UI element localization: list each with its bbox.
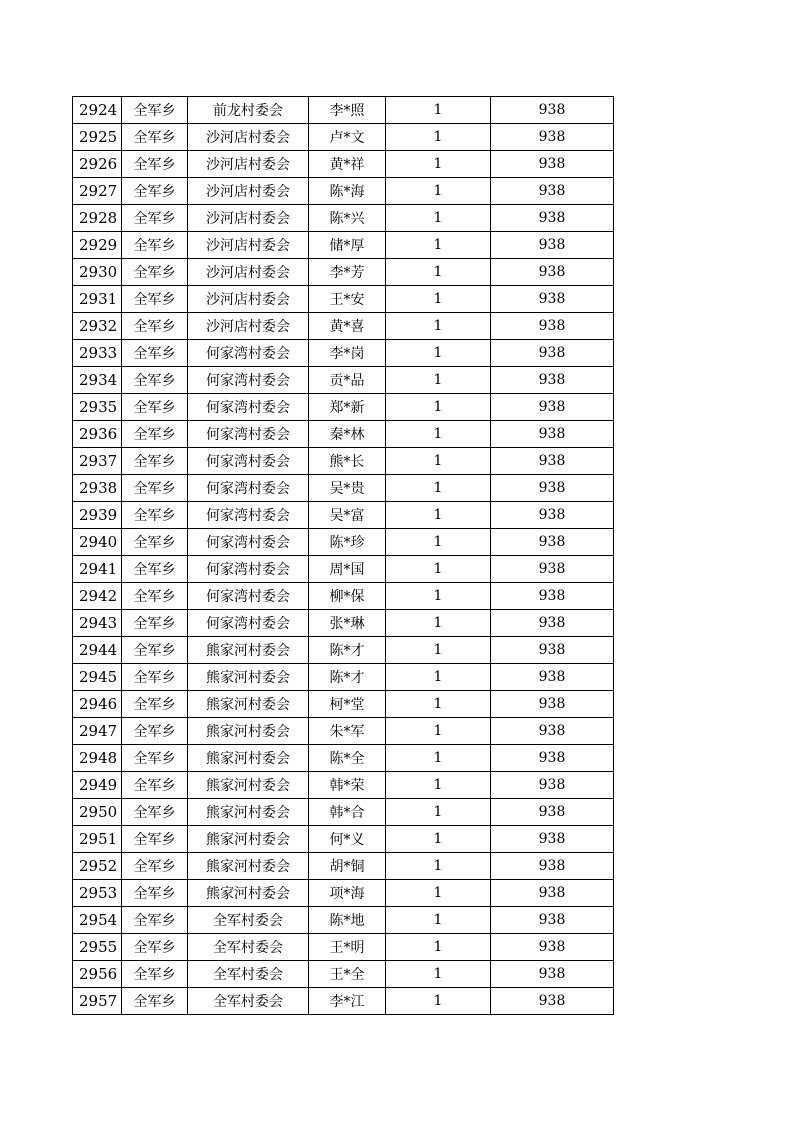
record-number-cell: 2929 [73, 232, 122, 259]
record-number-cell: 2940 [73, 529, 122, 556]
person-name-cell: 吴*富 [309, 502, 386, 529]
village-committee-cell: 熊家河村委会 [188, 826, 309, 853]
amount-cell: 938 [491, 232, 614, 259]
person-name-cell: 陈*全 [309, 745, 386, 772]
person-name-cell: 项*海 [309, 880, 386, 907]
person-name-cell: 朱*军 [309, 718, 386, 745]
amount-cell: 938 [491, 421, 614, 448]
person-name-cell: 黄*祥 [309, 151, 386, 178]
table-row [73, 610, 614, 637]
person-name-cell: 李*江 [309, 988, 386, 1015]
township-cell: 全军乡 [122, 934, 188, 961]
township-cell: 全军乡 [122, 97, 188, 124]
township-cell: 全军乡 [122, 502, 188, 529]
table-row [73, 583, 614, 610]
village-committee-cell: 熊家河村委会 [188, 745, 309, 772]
amount-cell: 938 [491, 502, 614, 529]
count-cell: 1 [386, 124, 491, 151]
township-cell: 全军乡 [122, 880, 188, 907]
person-name-cell: 陈*才 [309, 637, 386, 664]
village-committee-cell: 沙河店村委会 [188, 259, 309, 286]
village-committee-cell: 熊家河村委会 [188, 799, 309, 826]
count-cell: 1 [386, 421, 491, 448]
amount-cell: 938 [491, 826, 614, 853]
table-row [73, 718, 614, 745]
count-cell: 1 [386, 97, 491, 124]
count-cell: 1 [386, 664, 491, 691]
township-cell: 全军乡 [122, 232, 188, 259]
person-name-cell: 王*全 [309, 961, 386, 988]
village-committee-cell: 熊家河村委会 [188, 691, 309, 718]
amount-cell: 938 [491, 907, 614, 934]
table-row [73, 529, 614, 556]
person-name-cell: 郑*新 [309, 394, 386, 421]
person-name-cell: 陈*珍 [309, 529, 386, 556]
count-cell: 1 [386, 205, 491, 232]
table-row [73, 448, 614, 475]
amount-cell: 938 [491, 151, 614, 178]
count-cell: 1 [386, 934, 491, 961]
amount-cell: 938 [491, 178, 614, 205]
amount-cell: 938 [491, 880, 614, 907]
record-number-cell: 2931 [73, 286, 122, 313]
amount-cell: 938 [491, 448, 614, 475]
table-row [73, 988, 614, 1015]
table-row [73, 772, 614, 799]
township-cell: 全军乡 [122, 421, 188, 448]
amount-cell: 938 [491, 340, 614, 367]
township-cell: 全军乡 [122, 529, 188, 556]
count-cell: 1 [386, 529, 491, 556]
table-row [73, 745, 614, 772]
village-committee-cell: 何家湾村委会 [188, 340, 309, 367]
amount-cell: 938 [491, 367, 614, 394]
township-cell: 全军乡 [122, 718, 188, 745]
township-cell: 全军乡 [122, 691, 188, 718]
village-committee-cell: 何家湾村委会 [188, 556, 309, 583]
person-name-cell: 王*明 [309, 934, 386, 961]
count-cell: 1 [386, 448, 491, 475]
village-committee-cell: 沙河店村委会 [188, 286, 309, 313]
village-committee-cell: 全军村委会 [188, 961, 309, 988]
table-row [73, 637, 614, 664]
village-committee-cell: 熊家河村委会 [188, 772, 309, 799]
count-cell: 1 [386, 340, 491, 367]
record-number-cell: 2945 [73, 664, 122, 691]
amount-cell: 938 [491, 664, 614, 691]
village-committee-cell: 何家湾村委会 [188, 529, 309, 556]
township-cell: 全军乡 [122, 610, 188, 637]
township-cell: 全军乡 [122, 637, 188, 664]
person-name-cell: 柯*堂 [309, 691, 386, 718]
township-cell: 全军乡 [122, 448, 188, 475]
table-row [73, 367, 614, 394]
record-number-cell: 2947 [73, 718, 122, 745]
township-cell: 全军乡 [122, 394, 188, 421]
township-cell: 全军乡 [122, 826, 188, 853]
township-cell: 全军乡 [122, 178, 188, 205]
count-cell: 1 [386, 178, 491, 205]
township-cell: 全军乡 [122, 853, 188, 880]
count-cell: 1 [386, 691, 491, 718]
table-row [73, 340, 614, 367]
amount-cell: 938 [491, 718, 614, 745]
amount-cell: 938 [491, 610, 614, 637]
table-row [73, 961, 614, 988]
record-number-cell: 2932 [73, 313, 122, 340]
person-name-cell: 贡*品 [309, 367, 386, 394]
record-number-cell: 2926 [73, 151, 122, 178]
person-name-cell: 李*岗 [309, 340, 386, 367]
person-name-cell: 黄*喜 [309, 313, 386, 340]
amount-cell: 938 [491, 853, 614, 880]
amount-cell: 938 [491, 313, 614, 340]
table-row [73, 907, 614, 934]
amount-cell: 938 [491, 934, 614, 961]
township-cell: 全军乡 [122, 124, 188, 151]
township-cell: 全军乡 [122, 772, 188, 799]
count-cell: 1 [386, 232, 491, 259]
village-committee-cell: 沙河店村委会 [188, 232, 309, 259]
record-number-cell: 2951 [73, 826, 122, 853]
count-cell: 1 [386, 961, 491, 988]
amount-cell: 938 [491, 583, 614, 610]
record-number-cell: 2939 [73, 502, 122, 529]
count-cell: 1 [386, 907, 491, 934]
record-number-cell: 2928 [73, 205, 122, 232]
record-number-cell: 2955 [73, 934, 122, 961]
village-committee-cell: 沙河店村委会 [188, 178, 309, 205]
person-name-cell: 柳*保 [309, 583, 386, 610]
record-number-cell: 2956 [73, 961, 122, 988]
record-number-cell: 2946 [73, 691, 122, 718]
records-table [72, 96, 614, 1015]
person-name-cell: 韩*荣 [309, 772, 386, 799]
table-row [73, 799, 614, 826]
count-cell: 1 [386, 718, 491, 745]
amount-cell: 938 [491, 97, 614, 124]
record-number-cell: 2954 [73, 907, 122, 934]
village-committee-cell: 沙河店村委会 [188, 205, 309, 232]
table-row [73, 151, 614, 178]
person-name-cell: 李*芳 [309, 259, 386, 286]
person-name-cell: 陈*才 [309, 664, 386, 691]
township-cell: 全军乡 [122, 907, 188, 934]
village-committee-cell: 全军村委会 [188, 988, 309, 1015]
count-cell: 1 [386, 286, 491, 313]
amount-cell: 938 [491, 205, 614, 232]
village-committee-cell: 熊家河村委会 [188, 664, 309, 691]
township-cell: 全军乡 [122, 961, 188, 988]
count-cell: 1 [386, 610, 491, 637]
table-row [73, 313, 614, 340]
amount-cell: 938 [491, 475, 614, 502]
amount-cell: 938 [491, 124, 614, 151]
township-cell: 全军乡 [122, 475, 188, 502]
table-row [73, 286, 614, 313]
table-row [73, 853, 614, 880]
township-cell: 全军乡 [122, 286, 188, 313]
village-committee-cell: 熊家河村委会 [188, 880, 309, 907]
count-cell: 1 [386, 637, 491, 664]
village-committee-cell: 何家湾村委会 [188, 448, 309, 475]
table-row [73, 124, 614, 151]
village-committee-cell: 熊家河村委会 [188, 718, 309, 745]
village-committee-cell: 全军村委会 [188, 907, 309, 934]
village-committee-cell: 何家湾村委会 [188, 394, 309, 421]
amount-cell: 938 [491, 529, 614, 556]
amount-cell: 938 [491, 637, 614, 664]
table-row [73, 97, 614, 124]
table-row [73, 556, 614, 583]
count-cell: 1 [386, 313, 491, 340]
record-number-cell: 2942 [73, 583, 122, 610]
count-cell: 1 [386, 475, 491, 502]
person-name-cell: 陈*兴 [309, 205, 386, 232]
count-cell: 1 [386, 151, 491, 178]
person-name-cell: 陈*海 [309, 178, 386, 205]
township-cell: 全军乡 [122, 313, 188, 340]
township-cell: 全军乡 [122, 664, 188, 691]
person-name-cell: 卢*文 [309, 124, 386, 151]
village-committee-cell: 前龙村委会 [188, 97, 309, 124]
table-row [73, 205, 614, 232]
table-row [73, 880, 614, 907]
township-cell: 全军乡 [122, 340, 188, 367]
person-name-cell: 王*安 [309, 286, 386, 313]
table-row [73, 394, 614, 421]
count-cell: 1 [386, 853, 491, 880]
township-cell: 全军乡 [122, 988, 188, 1015]
township-cell: 全军乡 [122, 556, 188, 583]
count-cell: 1 [386, 745, 491, 772]
person-name-cell: 胡*铜 [309, 853, 386, 880]
table-row [73, 664, 614, 691]
amount-cell: 938 [491, 691, 614, 718]
village-committee-cell: 何家湾村委会 [188, 502, 309, 529]
village-committee-cell: 何家湾村委会 [188, 367, 309, 394]
village-committee-cell: 熊家河村委会 [188, 853, 309, 880]
record-number-cell: 2924 [73, 97, 122, 124]
record-number-cell: 2935 [73, 394, 122, 421]
person-name-cell: 秦*林 [309, 421, 386, 448]
village-committee-cell: 沙河店村委会 [188, 313, 309, 340]
count-cell: 1 [386, 502, 491, 529]
village-committee-cell: 何家湾村委会 [188, 421, 309, 448]
amount-cell: 938 [491, 394, 614, 421]
count-cell: 1 [386, 394, 491, 421]
person-name-cell: 周*国 [309, 556, 386, 583]
person-name-cell: 韩*合 [309, 799, 386, 826]
person-name-cell: 吴*贵 [309, 475, 386, 502]
table-row [73, 178, 614, 205]
amount-cell: 938 [491, 799, 614, 826]
record-number-cell: 2948 [73, 745, 122, 772]
count-cell: 1 [386, 772, 491, 799]
count-cell: 1 [386, 556, 491, 583]
record-number-cell: 2941 [73, 556, 122, 583]
person-name-cell: 张*琳 [309, 610, 386, 637]
record-number-cell: 2927 [73, 178, 122, 205]
record-number-cell: 2934 [73, 367, 122, 394]
person-name-cell: 储*厚 [309, 232, 386, 259]
table-row [73, 475, 614, 502]
township-cell: 全军乡 [122, 367, 188, 394]
record-number-cell: 2943 [73, 610, 122, 637]
village-committee-cell: 全军村委会 [188, 934, 309, 961]
person-name-cell: 李*照 [309, 97, 386, 124]
person-name-cell: 陈*地 [309, 907, 386, 934]
village-committee-cell: 沙河店村委会 [188, 124, 309, 151]
amount-cell: 938 [491, 745, 614, 772]
township-cell: 全军乡 [122, 205, 188, 232]
table-row [73, 826, 614, 853]
record-number-cell: 2938 [73, 475, 122, 502]
count-cell: 1 [386, 367, 491, 394]
record-number-cell: 2949 [73, 772, 122, 799]
person-name-cell: 熊*长 [309, 448, 386, 475]
count-cell: 1 [386, 988, 491, 1015]
amount-cell: 938 [491, 988, 614, 1015]
village-committee-cell: 何家湾村委会 [188, 583, 309, 610]
township-cell: 全军乡 [122, 799, 188, 826]
amount-cell: 938 [491, 961, 614, 988]
record-number-cell: 2957 [73, 988, 122, 1015]
table-row [73, 691, 614, 718]
record-number-cell: 2936 [73, 421, 122, 448]
record-number-cell: 2952 [73, 853, 122, 880]
amount-cell: 938 [491, 259, 614, 286]
count-cell: 1 [386, 880, 491, 907]
records-body [73, 97, 614, 1015]
amount-cell: 938 [491, 286, 614, 313]
township-cell: 全军乡 [122, 151, 188, 178]
record-number-cell: 2953 [73, 880, 122, 907]
amount-cell: 938 [491, 772, 614, 799]
township-cell: 全军乡 [122, 745, 188, 772]
record-number-cell: 2944 [73, 637, 122, 664]
village-committee-cell: 熊家河村委会 [188, 637, 309, 664]
township-cell: 全军乡 [122, 259, 188, 286]
village-committee-cell: 何家湾村委会 [188, 475, 309, 502]
record-number-cell: 2950 [73, 799, 122, 826]
count-cell: 1 [386, 583, 491, 610]
village-committee-cell: 沙河店村委会 [188, 151, 309, 178]
record-number-cell: 2933 [73, 340, 122, 367]
record-number-cell: 2930 [73, 259, 122, 286]
record-number-cell: 2925 [73, 124, 122, 151]
table-row [73, 421, 614, 448]
record-number-cell: 2937 [73, 448, 122, 475]
table-row [73, 934, 614, 961]
table-row [73, 502, 614, 529]
table-row [73, 232, 614, 259]
township-cell: 全军乡 [122, 583, 188, 610]
village-committee-cell: 何家湾村委会 [188, 610, 309, 637]
amount-cell: 938 [491, 556, 614, 583]
count-cell: 1 [386, 826, 491, 853]
person-name-cell: 何*义 [309, 826, 386, 853]
table-row [73, 259, 614, 286]
count-cell: 1 [386, 259, 491, 286]
count-cell: 1 [386, 799, 491, 826]
